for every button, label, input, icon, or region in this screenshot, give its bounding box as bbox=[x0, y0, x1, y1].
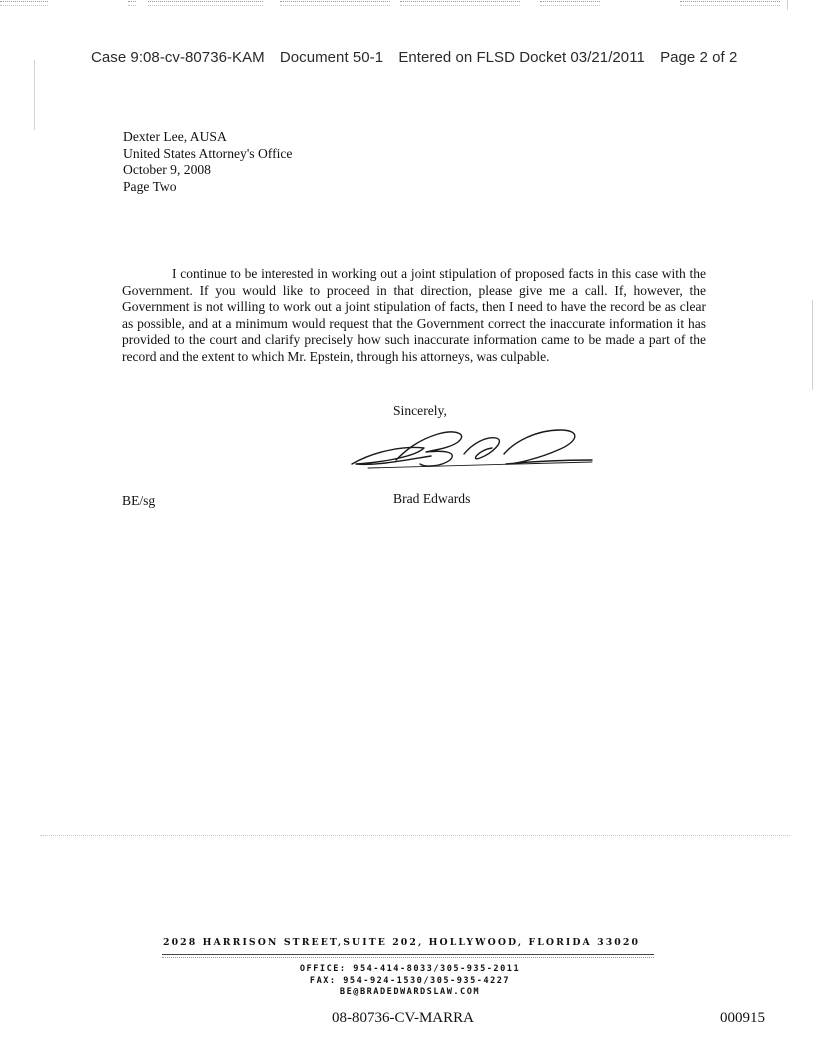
letter-date: October 9, 2008 bbox=[123, 162, 211, 177]
court-filing-header bbox=[91, 49, 737, 66]
scan-artifact-edge bbox=[812, 300, 813, 390]
fax-number: FAX: 954-924-1530/305-935-4227 bbox=[309, 975, 511, 986]
bates-case-number: 08-80736-CV-MARRA bbox=[332, 1010, 474, 1026]
office-phone: OFFICE: 954-414-8033/305-935-2011 bbox=[299, 964, 521, 974]
docket-entry: Entered on FLSD Docket 03/21/2011 bbox=[398, 49, 645, 66]
signature-image bbox=[346, 420, 596, 475]
letter-body-paragraph: I continue to be interested in working out a joint stipulation of proposed facts in this case with the Government. If you would like to proceed in that direction, please give me a call. If, however, the Government is not willing to work out a joint stipulation of facts, then I need to have the record be as clear as possible, and at a minimum would request that the Government correct the inaccurate information it has provided to the court and clarify precisely how such inaccurate information came to be made a part of the record and the extent to which Mr. Epstein, through his attorneys, was culpable. bbox=[122, 266, 706, 364]
page-indicator: Page 2 of 2 bbox=[660, 49, 738, 66]
scan-artifact-edge bbox=[787, 0, 788, 10]
typist-initials: BE/sg bbox=[122, 493, 156, 508]
signer-name: Brad Edwards bbox=[393, 491, 471, 506]
page-label: Page Two bbox=[123, 178, 177, 194]
letterhead-address: 2028 HARRISON STREET,SUITE 202, HOLLYWOOD, FLORIDA 33020 bbox=[163, 937, 641, 948]
email-address: BE@BRADEDWARDSLAW.COM bbox=[339, 987, 481, 997]
case-number: Case 9:08-cv-80736-KAM bbox=[91, 49, 265, 66]
document-number: Document 50-1 bbox=[279, 49, 384, 66]
scan-artifact-top bbox=[0, 0, 816, 8]
letterhead-divider bbox=[162, 954, 654, 955]
addressee-office: United States Attorney's Office bbox=[123, 145, 293, 161]
addressee-name: Dexter Lee, AUSA bbox=[123, 129, 227, 144]
addressee-block bbox=[123, 129, 292, 195]
scan-artifact-dots bbox=[40, 835, 790, 836]
scan-artifact-edge bbox=[34, 60, 35, 130]
letterhead-contact bbox=[160, 964, 660, 999]
letterhead-divider bbox=[162, 957, 654, 958]
bates-page-number: 000915 bbox=[720, 1010, 765, 1026]
closing-salutation: Sincerely, bbox=[393, 403, 447, 418]
